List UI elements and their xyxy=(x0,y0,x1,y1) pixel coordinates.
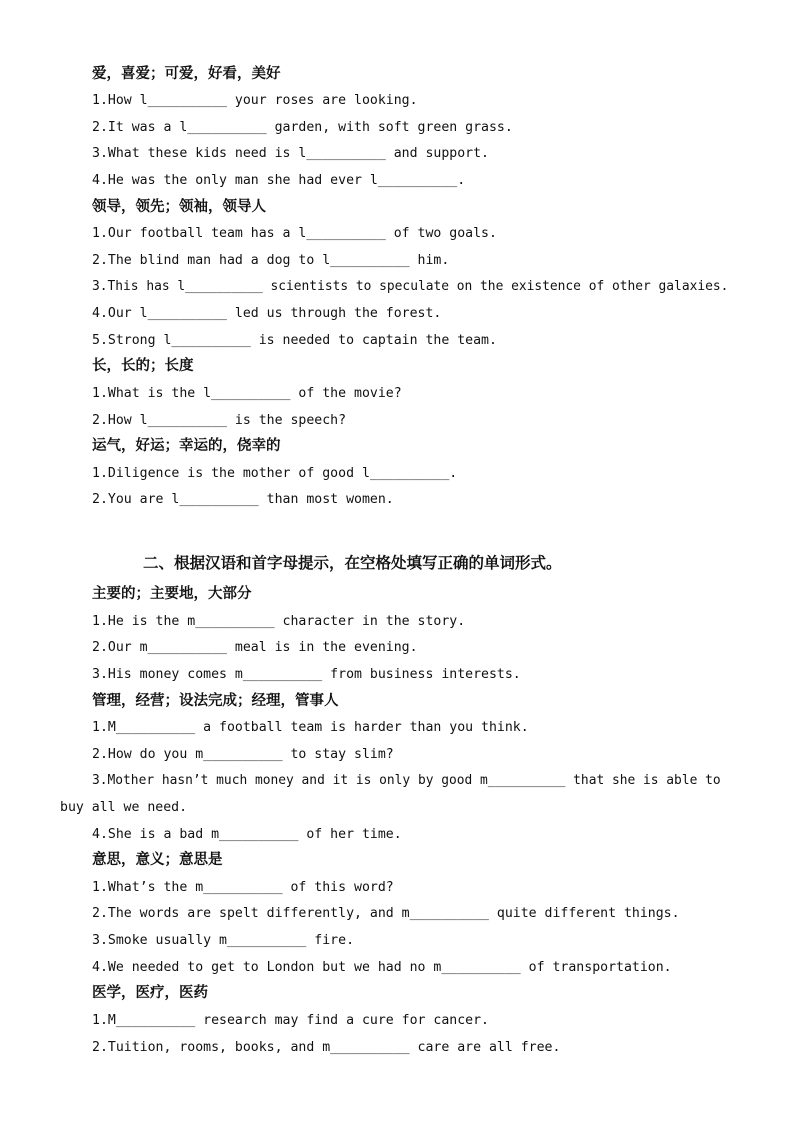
exercise-item: 3.Mother hasn’t much money and it is only by good m__________ that she is able to xyxy=(92,773,721,788)
section-heading-length: 长，长的；长度 xyxy=(92,358,194,374)
exercise-item: 4.He was the only man she had ever l__________. xyxy=(92,173,466,188)
exercise-item: 1.Our football team has a l__________ of two goals. xyxy=(92,226,497,241)
section-heading-manage: 管理，经营；设法完成；经理，管事人 xyxy=(92,693,339,709)
section-heading-luck: 运气，好运；幸运的，侥幸的 xyxy=(92,438,281,454)
exercise-item: 1.M__________ a football team is harder than you think. xyxy=(92,720,529,735)
section-heading-love: 爱，喜爱；可爱，好看，美好 xyxy=(92,66,281,82)
exercise-item: 3.Smoke usually m__________ fire. xyxy=(92,933,355,948)
exercise-item: 2.Our m__________ meal is in the evening. xyxy=(92,640,418,655)
exercise-item: 3.This has l__________ scientists to speculate on the existence of other galaxies. xyxy=(92,279,729,294)
exercise-item: 1.What’s the m__________ of this word? xyxy=(92,880,394,895)
exercise-item: 1.M__________ research may find a cure for cancer. xyxy=(92,1013,489,1028)
exercise-item: 1.How l__________ your roses are looking. xyxy=(92,93,418,108)
exercise-item: 4.Our l__________ led us through the forest. xyxy=(92,306,442,321)
exercise-item: 4.She is a bad m__________ of her time. xyxy=(92,827,402,842)
exercise-item: 2.How do you m__________ to stay slim? xyxy=(92,747,394,762)
exercise-item: 4.We needed to get to London but we had no m__________ of transportation. xyxy=(92,960,672,975)
exercise-item: 2.The blind man had a dog to l__________ him. xyxy=(92,253,450,268)
exercise-item: 5.Strong l__________ is needed to captain the team. xyxy=(92,333,497,348)
exercise-item: 2.It was a l__________ garden, with soft green grass. xyxy=(92,120,513,135)
exercise-item: 2.How l__________ is the speech? xyxy=(92,413,347,428)
exercise-item: 1.He is the m__________ character in the story. xyxy=(92,614,466,629)
section-heading-main: 主要的；主要地，大部分 xyxy=(92,586,252,602)
part-two-title: 二、根据汉语和首字母提示，在空格处填写正确的单词形式。 xyxy=(143,554,562,572)
exercise-item: 3.His money comes m__________ from business interests. xyxy=(92,667,521,682)
exercise-item: 2.You are l__________ than most women. xyxy=(92,492,394,507)
exercise-item: 2.The words are spelt differently, and m__________ quite different things. xyxy=(92,906,680,921)
exercise-item: 1.Diligence is the mother of good l__________. xyxy=(92,466,458,481)
exercise-item-continuation: buy all we need. xyxy=(60,800,188,815)
section-heading-mean: 意思，意义；意思是 xyxy=(92,852,223,868)
exercise-item: 1.What is the l__________ of the movie? xyxy=(92,386,402,401)
exercise-item: 3.What these kids need is l__________ and support. xyxy=(92,146,489,161)
section-heading-lead: 领导，领先；领袖，领导人 xyxy=(92,199,266,215)
exercise-item: 2.Tuition, rooms, books, and m__________ care are all free. xyxy=(92,1040,561,1055)
section-heading-medicine: 医学，医疗，医药 xyxy=(92,985,208,1001)
